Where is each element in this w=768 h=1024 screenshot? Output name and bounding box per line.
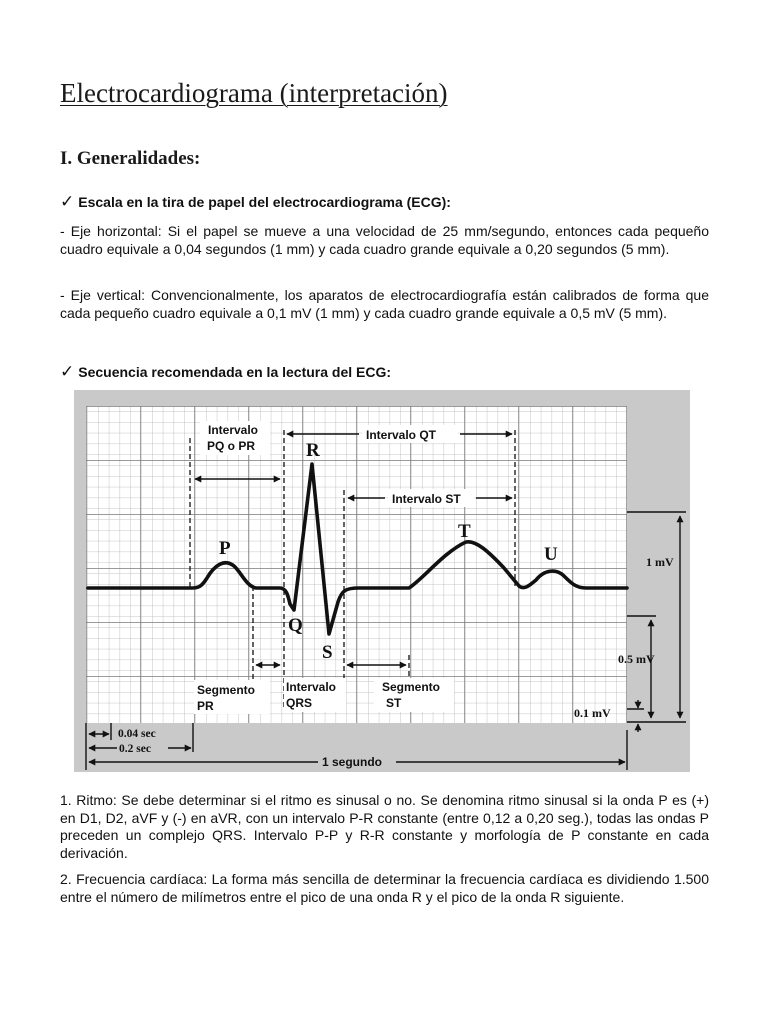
scale-02sec-label: 0.2 sec <box>119 743 151 755</box>
scale-heading <box>60 192 451 212</box>
scale-01mv-label: 0.1 mV <box>574 706 611 720</box>
pr-interval-label-line2: PQ o PR <box>207 439 256 453</box>
wave-t-label: T <box>458 521 471 542</box>
wave-u-label: U <box>544 544 558 565</box>
vertical-axis-paragraph: - Eje vertical: Convencionalmente, los aparatos de electrocardiografía están calibrados de forma que cada pequeño cuadro equivale a 0,1 mV (1 mm) y cada cuadro grande equivale a 0,5 mV (5 mm). <box>60 287 709 321</box>
scale-heading-text: Escala en la tira de papel del electrocardiograma (ECG): <box>78 194 451 210</box>
wave-q-label: Q <box>288 615 303 636</box>
sequence-heading-text: Secuencia recomendada en la lectura del ECG: <box>78 364 392 380</box>
checkmark-icon: ✓ <box>60 362 75 381</box>
voltage-scale <box>627 512 686 732</box>
scale-1mv-label: 1 mV <box>646 555 674 569</box>
ecg-figure <box>74 390 690 772</box>
heart-rate-paragraph: 2. Frecuencia cardíaca: La forma más sencilla de determinar la frecuencia cardíaca es dividiendo 1.500 entre el número de milímetros entre el pico de una onda R y el pico de la onda R siguiente. <box>60 871 709 905</box>
checkmark-icon: ✓ <box>60 192 75 211</box>
pr-interval-label-line1: Intervalo <box>208 423 259 437</box>
qrs-interval-label-line1: Intervalo <box>286 680 337 694</box>
horizontal-axis-paragraph: - Eje horizontal: Si el papel se mueve a una velocidad de 25 mm/segundo, entonces cada pequeño cuadro equivale a 0,04 segundos (1 mm) y cada cuadro grande equivale a 0,20 segundos (5 mm). <box>60 223 709 257</box>
scale-05mv-label: 0.5 mV <box>618 652 655 666</box>
st-segment-label-line1: Segmento <box>382 680 441 694</box>
ecg-diagram <box>74 390 690 772</box>
document-title: Electrocardiograma (interpretación) <box>60 78 448 108</box>
wave-p-label: P <box>219 538 231 559</box>
scale-004sec-label: 0.04 sec <box>118 728 156 740</box>
qrs-interval-label-line2: QRS <box>286 696 313 710</box>
st-interval-label: Intervalo ST <box>392 492 461 506</box>
wave-r-label: R <box>306 440 320 461</box>
section-heading: I. Generalidades: <box>60 148 201 169</box>
pr-segment-label-line1: Segmento <box>197 683 256 697</box>
wave-s-label: S <box>322 642 333 663</box>
sequence-heading <box>60 362 391 382</box>
scale-1-segundo-label: 1 segundo <box>322 755 383 769</box>
st-segment-label-line2: ST <box>386 696 402 710</box>
rhythm-paragraph: 1. Ritmo: Se debe determinar si el ritmo es sinusal o no. Se denomina ritmo sinusal si la onda P es (+) en D1, D2, aVF y (-) en aVR, con un intervalo P-R constante (entre 0,12 a 0,20 seg.), todas las ondas P preceden un complejo QRS. Intervalo P-P y R-R constante y morfología de P constante en cada derivación. <box>60 792 709 861</box>
qt-interval-label: Intervalo QT <box>366 428 437 442</box>
pr-segment-label-line2: PR <box>197 699 214 713</box>
